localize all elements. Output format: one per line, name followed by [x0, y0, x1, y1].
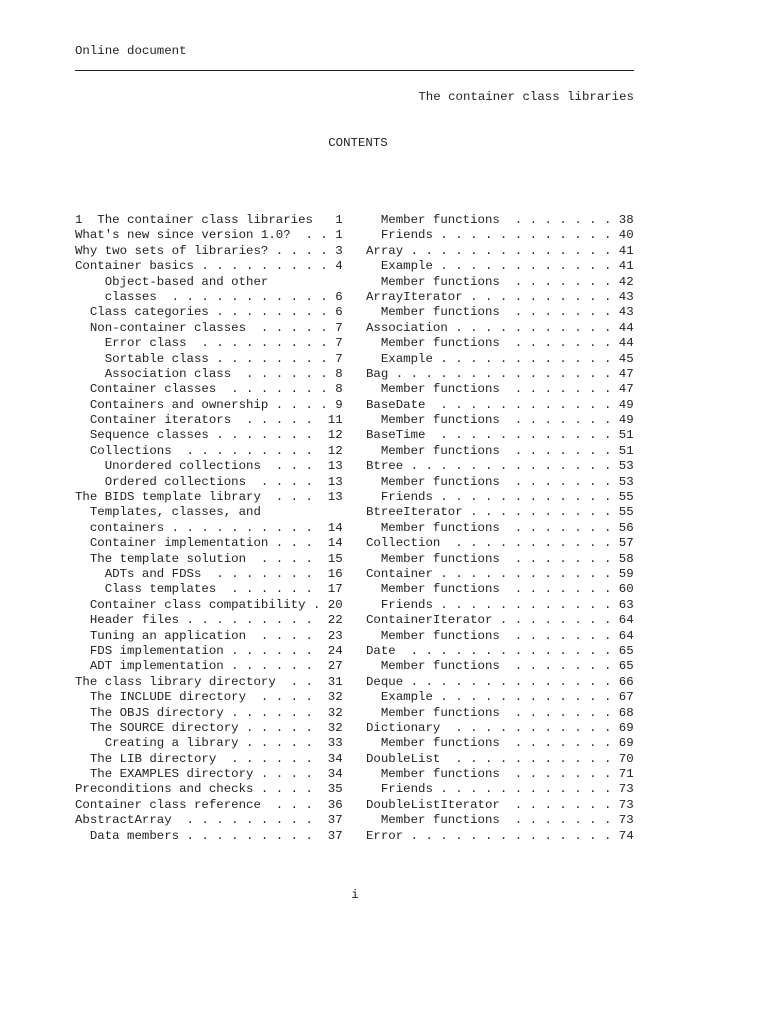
toc-entry: Why two sets of libraries? . . . . 3 — [75, 243, 343, 258]
toc-entry: Container basics . . . . . . . . . 4 — [75, 259, 343, 274]
toc-entry: DoubleListIterator . . . . . . . 73 — [366, 797, 634, 812]
toc-entry: Member functions . . . . . . . 44 — [366, 336, 634, 351]
toc-entry: Container classes . . . . . . . 8 — [75, 382, 343, 397]
toc-entry: Member functions . . . . . . . 64 — [366, 628, 634, 643]
toc-entry: Header files . . . . . . . . . 22 — [75, 613, 343, 628]
toc-entry: Member functions . . . . . . . 60 — [366, 582, 634, 597]
toc-entry: Member functions . . . . . . . 49 — [366, 413, 634, 428]
toc-entry: Collection . . . . . . . . . . . 57 — [366, 536, 634, 551]
toc-entry: Deque . . . . . . . . . . . . . . 66 — [366, 674, 634, 689]
running-header-left: Online document — [75, 44, 187, 58]
toc-entry: Sequence classes . . . . . . . 12 — [75, 428, 343, 443]
toc-entry: Date . . . . . . . . . . . . . . 65 — [366, 643, 634, 658]
toc-entry: The template solution . . . . 15 — [75, 551, 343, 566]
toc-entry: ADT implementation . . . . . . 27 — [75, 659, 343, 674]
toc-entry: Error . . . . . . . . . . . . . . 74 — [366, 828, 634, 843]
toc-entry: Member functions . . . . . . . 69 — [366, 736, 634, 751]
toc-entry: Error class . . . . . . . . . 7 — [75, 336, 343, 351]
toc-entry: Example . . . . . . . . . . . . 45 — [366, 351, 634, 366]
toc-entry: containers . . . . . . . . . . 14 — [75, 520, 343, 535]
toc-entry: The INCLUDE directory . . . . 32 — [75, 690, 343, 705]
toc-entry: Member functions . . . . . . . 58 — [366, 551, 634, 566]
toc-entry: Preconditions and checks . . . . 35 — [75, 782, 343, 797]
toc-entry: Example . . . . . . . . . . . . 41 — [366, 259, 634, 274]
toc-entry: Sortable class . . . . . . . . 7 — [75, 351, 343, 366]
toc-entry: Non-container classes . . . . . 7 — [75, 320, 343, 335]
toc-entry: Array . . . . . . . . . . . . . . 41 — [366, 243, 634, 258]
toc-entry: Member functions . . . . . . . 42 — [366, 274, 634, 289]
toc-entry: Example . . . . . . . . . . . . 67 — [366, 690, 634, 705]
toc-entry: The SOURCE directory . . . . . 32 — [75, 720, 343, 735]
toc-entry: AbstractArray . . . . . . . . . 37 — [75, 813, 343, 828]
toc-entry: BtreeIterator . . . . . . . . . . 55 — [366, 505, 634, 520]
toc-entry: DoubleList . . . . . . . . . . . 70 — [366, 751, 634, 766]
toc-entry: Friends . . . . . . . . . . . . 55 — [366, 490, 634, 505]
toc-entry: Member functions . . . . . . . 38 — [366, 213, 634, 227]
toc-entry: Container class compatibility . 20 — [75, 597, 343, 612]
toc-entry: Object-based and other — [75, 274, 269, 289]
toc-entry: Collections . . . . . . . . . 12 — [75, 443, 343, 458]
toc-entry: 1 The container class libraries 1 — [75, 213, 343, 227]
toc-entry: Member functions . . . . . . . 65 — [366, 659, 634, 674]
toc-entry: Member functions . . . . . . . 47 — [366, 382, 634, 397]
toc-right-column — [366, 213, 634, 844]
toc-entry: Container . . . . . . . . . . . . 59 — [366, 566, 634, 581]
toc-entry: Member functions . . . . . . . 71 — [366, 767, 634, 782]
contents-title: CONTENTS — [328, 136, 388, 150]
toc-entry: Btree . . . . . . . . . . . . . . 53 — [366, 459, 634, 474]
toc-entry: The EXAMPLES directory . . . . 34 — [75, 767, 343, 782]
toc-entry: Friends . . . . . . . . . . . . 63 — [366, 597, 634, 612]
toc-entry: Friends . . . . . . . . . . . . 73 — [366, 782, 634, 797]
toc-entry: FDS implementation . . . . . . 24 — [75, 643, 343, 658]
toc-entry: Member functions . . . . . . . 53 — [366, 474, 634, 489]
toc-entry: The BIDS template library . . . 13 — [75, 490, 343, 505]
page-number: i — [351, 888, 359, 902]
toc-entry: BaseTime . . . . . . . . . . . . 51 — [366, 428, 634, 443]
header-rule — [75, 70, 634, 71]
toc-entry: Ordered collections . . . . 13 — [75, 474, 343, 489]
toc-entry: Association class . . . . . . 8 — [75, 366, 343, 381]
toc-entry: Tuning an application . . . . 23 — [75, 628, 343, 643]
toc-entry: Member functions . . . . . . . 73 — [366, 813, 634, 828]
toc-left-column — [75, 213, 343, 844]
toc-entry: Association . . . . . . . . . . . 44 — [366, 320, 634, 335]
toc-entry: The class library directory . . 31 — [75, 674, 343, 689]
toc-entry: Container implementation . . . 14 — [75, 536, 343, 551]
toc-entry: Friends . . . . . . . . . . . . 40 — [366, 228, 634, 243]
toc-entry: Templates, classes, and — [75, 505, 261, 520]
toc-entry: What's new since version 1.0? . . 1 — [75, 228, 343, 243]
toc-entry: Bag . . . . . . . . . . . . . . . 47 — [366, 366, 634, 381]
toc-entry: Member functions . . . . . . . 68 — [366, 705, 634, 720]
toc-entry: ContainerIterator . . . . . . . . 64 — [366, 613, 634, 628]
toc-entry: Member functions . . . . . . . 56 — [366, 520, 634, 535]
toc-entry: Class categories . . . . . . . . 6 — [75, 305, 343, 320]
toc-entry: classes . . . . . . . . . . . 6 — [75, 289, 343, 304]
toc-entry: Data members . . . . . . . . . 37 — [75, 828, 343, 843]
toc-entry: Member functions . . . . . . . 51 — [366, 443, 634, 458]
toc-entry: ArrayIterator . . . . . . . . . . 43 — [366, 289, 634, 304]
toc-entry: Container class reference . . . 36 — [75, 797, 343, 812]
toc-entry: Container iterators . . . . . 11 — [75, 413, 343, 428]
toc-entry: Creating a library . . . . . 33 — [75, 736, 343, 751]
toc-entry: The LIB directory . . . . . . 34 — [75, 751, 343, 766]
toc-entry: ADTs and FDSs . . . . . . . 16 — [75, 566, 343, 581]
toc-entry: Dictionary . . . . . . . . . . . 69 — [366, 720, 634, 735]
toc-entry: Containers and ownership . . . . 9 — [75, 397, 343, 412]
toc-entry: BaseDate . . . . . . . . . . . . 49 — [366, 397, 634, 412]
running-header-right: The container class libraries — [418, 90, 634, 104]
toc-entry: The OBJS directory . . . . . . 32 — [75, 705, 343, 720]
toc-entry: Unordered collections . . . 13 — [75, 459, 343, 474]
toc-entry: Member functions . . . . . . . 43 — [366, 305, 634, 320]
toc-entry: Class templates . . . . . . 17 — [75, 582, 343, 597]
